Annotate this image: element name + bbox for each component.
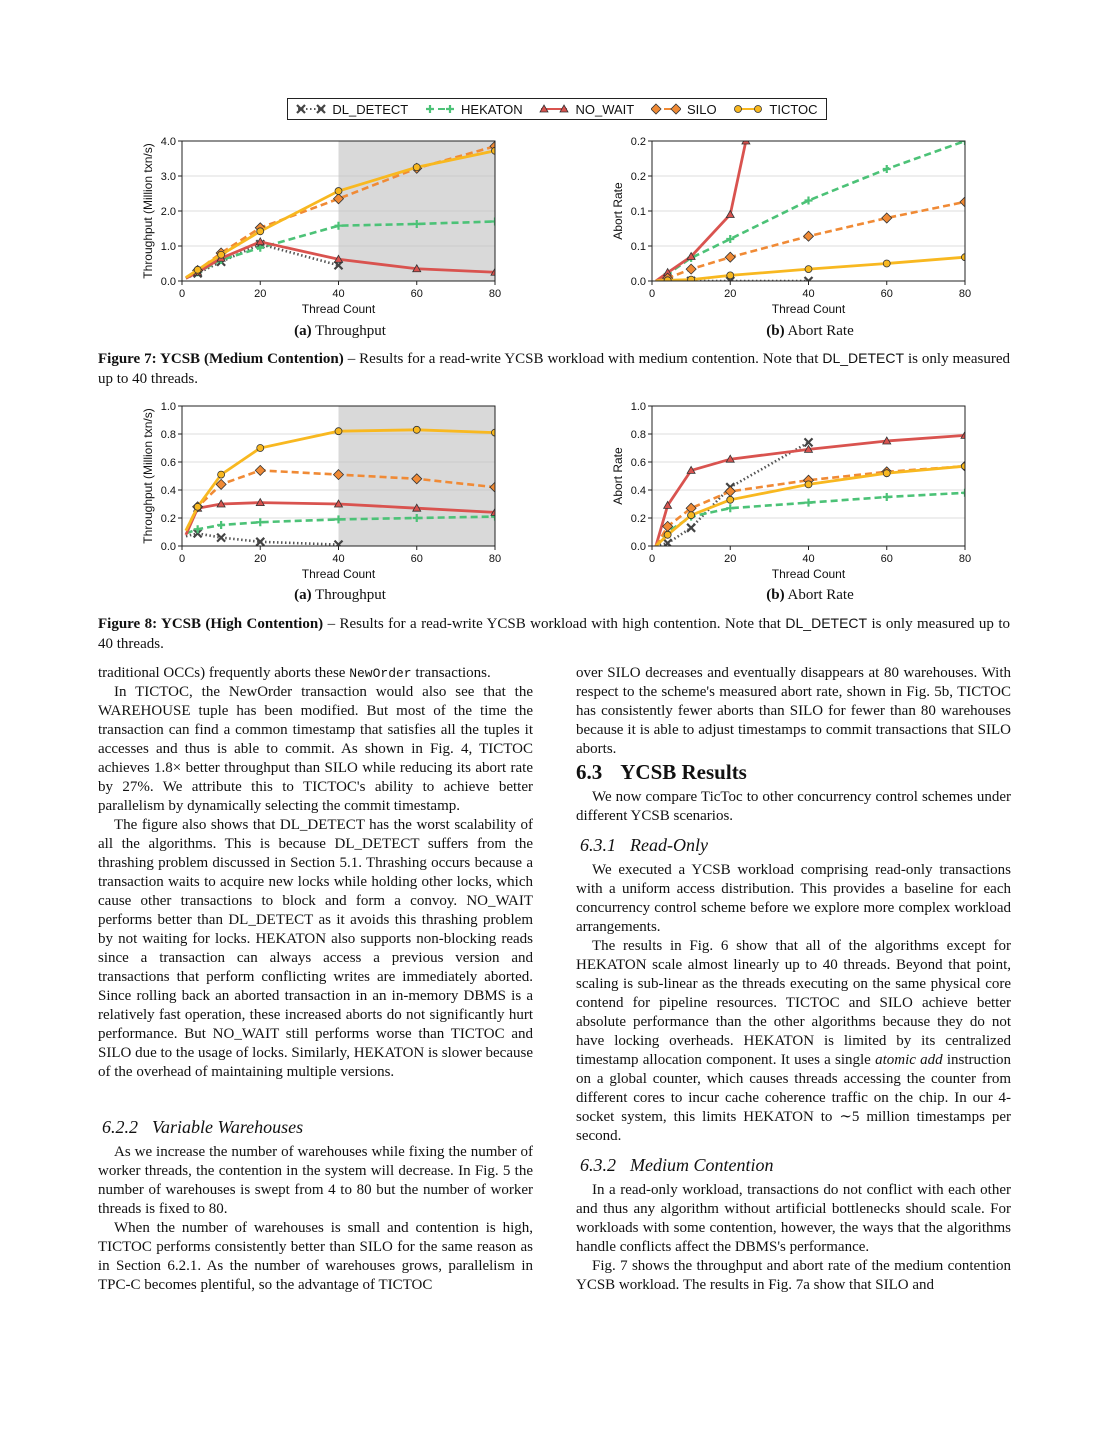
legend-item	[539, 102, 634, 117]
fig8a-caption: (a) Throughput	[294, 587, 386, 603]
y-tick-label: 1.0	[160, 401, 176, 413]
x-tick-label: 80	[488, 288, 502, 300]
legend-swatch	[296, 103, 326, 115]
paragraph: We executed a YCSB workload comprising read-only transactions with a uniform access distribution. This provides a baseline for each concurrency control scheme before we explore more complex workload arrangements.	[576, 862, 1011, 935]
x-tick-label: 20	[724, 288, 737, 300]
paragraph: When the number of warehouses is small and contention is high, TICTOC performs consistently better than SILO for the same reason as in Section 6.2.1. As the number of warehouses grows, parallelism in TPC-C becomes plentiful, so the advantage of TICTOC	[98, 1220, 533, 1293]
fig8b-abort-rate-chart	[600, 395, 990, 585]
legend-label: DL_DETECT	[332, 101, 409, 117]
data-point	[218, 251, 225, 258]
legend-marker	[651, 104, 661, 114]
x-tick-label: 20	[724, 553, 737, 565]
x-tick-label: 60	[880, 553, 893, 565]
series-no_wait	[656, 431, 969, 546]
fig7b-caption: (b) Abort Rate	[766, 323, 854, 339]
y-tick-label: 0.2	[630, 513, 646, 525]
y-tick-label: 0.6	[630, 457, 646, 469]
legend-marker	[735, 106, 742, 113]
x-tick-label: 40	[332, 553, 345, 565]
x-tick-label: 80	[958, 553, 972, 565]
series-line	[656, 493, 965, 546]
data-point	[664, 531, 671, 538]
x-tick-label: 0	[178, 553, 186, 565]
data-point	[194, 266, 201, 273]
data-point	[883, 165, 891, 173]
data-point	[805, 499, 813, 507]
paragraph: In a read-only workload, transactions do not conflict with each other and thus any algorithm without artificial bottlenecks should scale. For workloads with some contention, however, the ways that the algorithms handle conflicts affect the DBMS's performance.	[576, 1182, 1011, 1255]
section-heading-6-3: 6.3 YCSB Results	[576, 760, 747, 784]
data-point	[335, 428, 342, 435]
data-point	[727, 496, 734, 503]
fig8a-throughput-chart	[130, 395, 520, 585]
figure-8-caption: Figure 8: YCSB (High Contention) – Results for a read-write YCSB workload with high contention. Note that DL_DETECT is only measured up to 40 threads.	[98, 615, 1010, 652]
left-column	[98, 664, 533, 1295]
data-point	[725, 252, 735, 262]
x-tick-label: 40	[802, 553, 815, 565]
y-tick-label: 1.0	[630, 401, 646, 413]
x-axis-label: Thread Count	[771, 302, 846, 316]
section-heading-6-3-2: 6.3.2 Medium Contention	[580, 1155, 774, 1175]
y-tick-label: 2.0	[160, 206, 176, 218]
legend-item	[733, 102, 817, 117]
x-tick-label: 60	[410, 553, 423, 565]
legend-label: HEKATON	[461, 101, 523, 117]
legend-label: SILO	[687, 101, 717, 117]
y-tick-label: 0.0	[630, 541, 646, 553]
legend-swatch	[539, 103, 569, 115]
x-tick-label: 40	[802, 288, 815, 300]
paragraph: In TICTOC, the NewOrder transaction would also see that the WAREHOUSE tuple has been modified. But most of the time the transaction can find a common timestamp that satisfies all the tuples it accesses and thus is able to commit. As shown in Fig. 4, TICTOC achieves 1.8× better throughput than SILO while reducing its abort rate by 27%. We attribute this to TICTOC's ability to achieve better parallelism by dynamically selecting the commit timestamp.	[98, 684, 533, 814]
data-point	[217, 521, 225, 529]
x-tick-label: 40	[332, 288, 345, 300]
x-axis-label: Thread Count	[771, 567, 846, 581]
legend-item	[651, 102, 717, 117]
legend-swatch	[733, 103, 763, 115]
legend-item	[296, 102, 408, 117]
series-hekaton	[656, 489, 969, 546]
x-tick-label: 80	[488, 553, 502, 565]
data-point	[256, 518, 264, 526]
y-tick-label: 0.6	[160, 457, 176, 469]
legend-marker	[755, 106, 762, 113]
data-point	[883, 260, 890, 267]
y-tick-label: 0.8	[630, 429, 646, 441]
paragraph: As we increase the number of warehouses while fixing the number of worker threads, the contention in the system will decrease. In Fig. 5 the number of warehouses is swept from 4 to 80 but the number of worker threads is fixed to 80.	[98, 1144, 533, 1217]
series-tictoc	[656, 463, 969, 546]
data-point	[664, 277, 671, 284]
x-axis-label: Thread Count	[301, 302, 376, 316]
data-point	[686, 264, 696, 274]
legend-swatch	[651, 103, 681, 115]
paragraph: traditional OCCs) frequently aborts these NewOrder transactions.	[98, 665, 491, 681]
section-heading-6-2-2: 6.2.2 Variable Warehouses	[102, 1117, 304, 1137]
y-tick-label: 0.2	[630, 136, 646, 148]
data-point	[882, 213, 892, 223]
paragraph: over SILO decreases and eventually disappears at 80 warehouses. With respect to the scheme's measured abort rate, shown in Fig. 5b, TICTOC has consistently fewer aborts than SILO for fewer than 80 warehouses because it is able to adjust timestamps to commit transactions that SILO aborts.	[576, 665, 1011, 757]
x-tick-label: 20	[254, 288, 267, 300]
data-point	[883, 493, 891, 501]
data-point	[413, 164, 420, 171]
y-tick-label: 0.0	[160, 541, 176, 553]
data-point	[257, 445, 264, 452]
y-tick-label: 3.0	[160, 171, 176, 183]
section-heading-6-3-1: 6.3.1 Read-Only	[580, 835, 708, 855]
x-tick-label: 80	[958, 288, 972, 300]
x-tick-label: 0	[648, 553, 656, 565]
data-point	[255, 465, 265, 475]
legend-swatch	[425, 103, 455, 115]
fig7a-throughput-chart	[130, 130, 520, 320]
data-point	[257, 228, 264, 235]
chart-legend	[287, 98, 827, 120]
data-point	[726, 211, 734, 218]
x-tick-label: 0	[648, 288, 656, 300]
y-tick-label: 0.2	[630, 171, 646, 183]
y-tick-label: 0.8	[160, 429, 176, 441]
data-point	[335, 188, 342, 195]
data-point	[804, 231, 814, 241]
fig7b-abort-rate-chart	[600, 130, 990, 320]
legend-marker	[426, 105, 434, 113]
paragraph: The results in Fig. 6 show that all of the algorithms except for HEKATON scale almost linearly up to 40 threads. Beyond that point, scaling is sub-linear as the threads executing on the same physical core contend for pipeline resources. TICTOC and SILO achieve better absolute performance than the other algorithms because they do not have locking overheads. HEKATON is limited by its centralized timestamp allocation component. It uses a single atomic add instruction on a global counter, which causes threads accessing the counter from different cores to incur cache coherence traffic on the chip. In our 4-socket system, this limits HEKATON to ∼5 million timestamps per second.	[576, 938, 1011, 1144]
paragraph: We now compare TicToc to other concurrency control schemes under different YCSB scenarios.	[576, 789, 1011, 824]
right-column	[576, 664, 1011, 1295]
fig8b-caption: (b) Abort Rate	[766, 587, 854, 603]
data-point	[727, 272, 734, 279]
y-axis-label: Throughput (Million txn/s)	[141, 408, 155, 544]
data-point	[688, 512, 695, 519]
data-point	[805, 481, 812, 488]
x-axis-label: Thread Count	[301, 567, 376, 581]
legend-marker	[671, 104, 681, 114]
data-point	[726, 504, 734, 512]
legend-label: TICTOC	[769, 101, 818, 117]
y-tick-label: 0.4	[630, 485, 646, 497]
series-tictoc	[656, 254, 969, 284]
data-point	[687, 524, 695, 532]
x-tick-label: 60	[880, 288, 893, 300]
data-point	[413, 426, 420, 433]
data-point	[194, 503, 201, 510]
figure-7-caption: Figure 7: YCSB (Medium Contention) – Results for a read-write YCSB workload with medium contention. Note that DL_DETECT is only measured up to 40 threads.	[98, 350, 1010, 387]
data-point	[688, 276, 695, 283]
y-axis-label: Throughput (Million txn/s)	[141, 143, 155, 279]
y-tick-label: 0.1	[630, 206, 646, 218]
y-axis-label: Abort Rate	[611, 182, 625, 240]
series-no_wait	[656, 137, 750, 281]
y-tick-label: 0.2	[160, 513, 176, 525]
y-axis-label: Abort Rate	[611, 447, 625, 505]
legend-marker	[446, 105, 454, 113]
y-tick-label: 0.4	[160, 485, 176, 497]
x-tick-label: 60	[410, 288, 423, 300]
y-tick-label: 0.0	[160, 276, 176, 288]
paragraph: Fig. 7 shows the throughput and abort rate of the medium contention YCSB workload. The results in Fig. 7a show that SILO and	[576, 1258, 1011, 1293]
y-tick-label: 0.1	[630, 241, 646, 253]
y-tick-label: 0.0	[630, 276, 646, 288]
data-point	[725, 486, 735, 496]
data-point	[218, 471, 225, 478]
fig7a-caption: (a) Throughput	[294, 323, 386, 339]
x-tick-label: 20	[254, 553, 267, 565]
data-point	[805, 266, 812, 273]
legend-label: NO_WAIT	[575, 101, 635, 117]
paragraph: The figure also shows that DL_DETECT has the worst scalability of all the algorithms. This is because DL_DETECT suffers from the thrashing problem discussed in Section 5.1. Thrashing occurs because a transaction waits to acquire new locks while holding other locks, which cause other transactions to block and form a convoy. NO_WAIT performs better than DL_DETECT as it avoids this thrashing problem by not waiting for locks. HEKATON also supports non-blocking reads since a transaction can always access a previous version and transactions that perform conflicting writes are immediately aborted. Since rolling back an aborted transaction in an in-memory DBMS is a relatively fast operation, these increased aborts do not significantly hurt performance. But NO_WAIT still performs worse than TICTOC and SILO due to the usage of locks. Similarly, HEKATON is slower because of the overhead of maintaining multiple versions.	[98, 817, 533, 1080]
series-silo	[656, 461, 970, 546]
series-silo	[656, 197, 970, 283]
y-tick-label: 4.0	[160, 136, 176, 148]
data-point	[883, 470, 890, 477]
y-tick-label: 1.0	[160, 241, 176, 253]
legend-item	[425, 102, 523, 117]
x-tick-label: 0	[178, 288, 186, 300]
